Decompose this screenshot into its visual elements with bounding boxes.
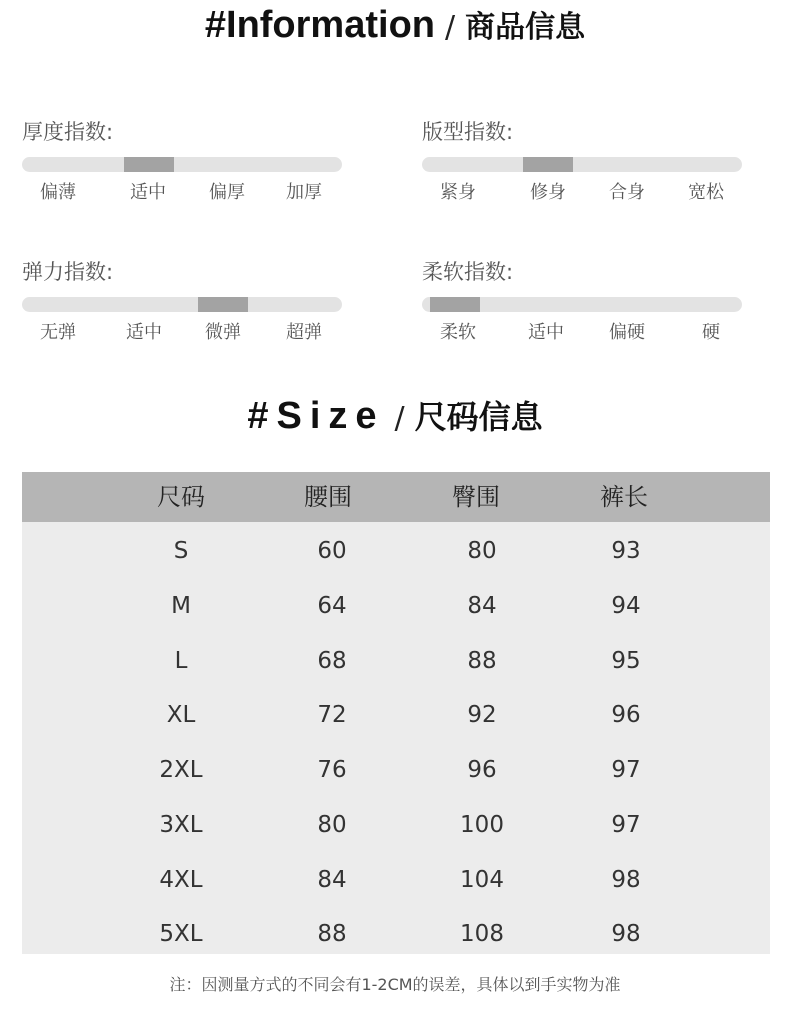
index-label: 修身	[530, 182, 566, 203]
table-cell: S	[173, 538, 189, 564]
table-cell: XL	[166, 702, 196, 729]
table-row	[22, 522, 770, 577]
thickness-index	[22, 117, 342, 204]
index-track	[422, 157, 742, 172]
fit-index	[422, 117, 742, 204]
size-table	[22, 472, 770, 954]
table-row	[22, 796, 770, 851]
table-cell: 104	[460, 866, 504, 893]
index-labels	[422, 318, 742, 344]
table-cell: 84	[317, 866, 347, 893]
table-cell: L	[174, 647, 188, 674]
table-cell: 4XL	[159, 866, 203, 893]
index-label: 紧身	[440, 182, 476, 203]
column-header: 臀围	[452, 483, 500, 511]
table-cell: 3XL	[159, 811, 203, 838]
table-cell: 60	[317, 538, 347, 564]
table-cell: 80	[317, 811, 347, 838]
information-heading	[0, 2, 790, 47]
table-cell: 76	[317, 757, 347, 783]
index-label: 柔软	[440, 322, 476, 343]
size-heading	[0, 392, 790, 438]
table-row	[22, 851, 770, 906]
index-label: 适中	[528, 322, 564, 343]
table-cell: 108	[460, 921, 504, 948]
index-indicator	[523, 157, 573, 172]
index-labels	[22, 318, 342, 344]
table-row	[22, 905, 770, 960]
table-cell: 72	[317, 702, 347, 729]
size-heading-cn: 尺码信息	[414, 398, 543, 436]
index-labels	[22, 178, 342, 204]
index-track	[422, 297, 742, 312]
table-cell: 98	[611, 866, 641, 893]
index-labels	[422, 178, 742, 204]
heading-separator: /	[394, 401, 405, 436]
table-cell: 84	[467, 592, 497, 619]
table-row	[22, 686, 770, 741]
softness-index	[422, 257, 742, 344]
index-indicator	[198, 297, 248, 312]
information-heading-cn: 商品信息	[465, 10, 586, 45]
table-cell: 98	[611, 921, 641, 948]
table-cell: 100	[460, 811, 504, 838]
index-indicator	[124, 157, 174, 172]
table-cell: 68	[317, 647, 347, 674]
table-cell: 97	[611, 811, 641, 838]
index-track	[22, 157, 342, 172]
index-label: 合身	[609, 182, 645, 203]
index-label: 超弹	[286, 322, 322, 343]
index-label: 适中	[126, 322, 162, 343]
column-header: 裤长	[600, 483, 648, 511]
index-label: 宽松	[688, 182, 724, 203]
column-header: 尺码	[157, 483, 205, 511]
size-heading-en: #Size	[247, 395, 385, 437]
index-label: 适中	[130, 182, 166, 203]
index-label: 偏硬	[609, 322, 645, 343]
table-row	[22, 632, 770, 687]
heading-separator: /	[445, 10, 456, 45]
measurement-note: 注：因测量方式的不同会有1-2CM的误差，具体以到手实物为准	[169, 975, 621, 994]
table-cell: 97	[611, 757, 641, 783]
table-cell: 88	[467, 647, 497, 674]
table-header-row	[22, 472, 770, 522]
table-cell: 64	[317, 592, 347, 619]
table-cell: 80	[467, 538, 497, 564]
index-title: 厚度指数:	[22, 120, 114, 144]
table-cell: M	[171, 592, 191, 619]
table-cell: 96	[611, 702, 641, 729]
table-cell: 96	[467, 757, 497, 783]
elasticity-index	[22, 257, 342, 344]
index-title: 版型指数:	[422, 120, 514, 144]
index-title: 弹力指数:	[22, 260, 114, 284]
table-cell: 93	[611, 538, 641, 564]
index-track	[22, 297, 342, 312]
index-label: 偏薄	[40, 182, 76, 203]
table-cell: 94	[611, 592, 641, 619]
index-indicator	[430, 297, 480, 312]
index-label: 无弹	[40, 322, 76, 343]
index-title: 柔软指数:	[422, 260, 514, 284]
index-label: 偏厚	[209, 182, 245, 203]
table-row	[22, 577, 770, 632]
table-cell: 92	[467, 702, 497, 729]
information-heading-en: #Information	[204, 4, 435, 46]
index-label: 微弹	[205, 322, 241, 343]
table-cell: 88	[317, 921, 347, 948]
index-label: 加厚	[286, 182, 322, 203]
table-row	[22, 741, 770, 796]
index-label: 硬	[702, 322, 720, 343]
table-cell: 95	[611, 647, 641, 674]
table-cell: 5XL	[159, 921, 203, 948]
column-header: 腰围	[304, 483, 352, 511]
table-cell: 2XL	[159, 757, 203, 783]
